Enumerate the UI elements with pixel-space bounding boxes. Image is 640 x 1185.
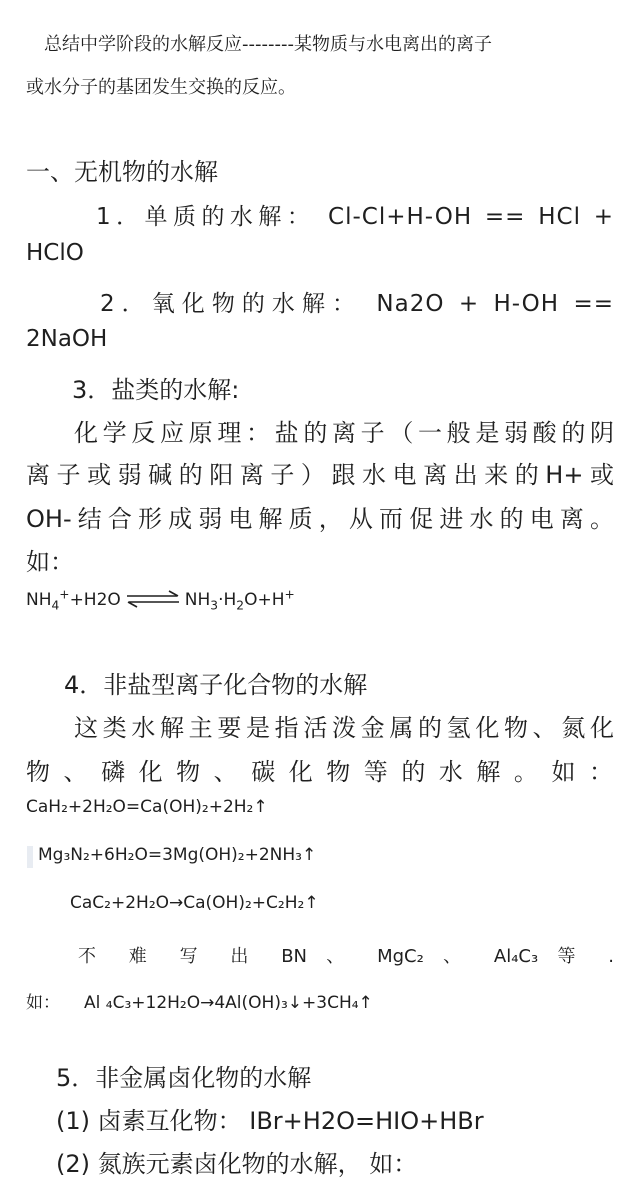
item-2-line-1: 2．氧化物的水解： Na2O + H-OH == (100, 291, 614, 317)
eq1-part: NH (184, 590, 211, 610)
item-5-title: 5．非金属卤化物的水解 (56, 1064, 312, 1092)
eq1-part: NH (26, 590, 52, 610)
item-5-sub-2: (2) 氮族元素卤化物的水解， 如： (56, 1150, 418, 1178)
intro-line-1: 总结中学阶段的水解反应--------某物质与水电离出的离子 (44, 34, 492, 55)
nan-token: MgC₂ (377, 946, 424, 967)
equation-text: Al ₄C₃+12H₂O→4Al(OH)₃↓+3CH₄↑ (84, 993, 373, 1013)
nan-token: 等 (557, 946, 590, 967)
nan-token: 不 (78, 946, 110, 967)
item-4-paragraph-line-2: 物、磷化物、碳化物等的水解。如： (26, 758, 614, 786)
nan-token: 、 (443, 946, 475, 967)
item-1-line-2: HClO (26, 240, 84, 266)
section-title: 一、无机物的水解 (26, 158, 218, 186)
item-4-paragraph-line-1: 这类水解主要是指活泼金属的氢化物、氮化 (74, 714, 614, 742)
nan-token: 难 (128, 946, 161, 967)
item-3-title: 3．盐类的水解: (72, 376, 240, 404)
equation-magnesium-nitride: Mg₃N₂+6H₂O=3Mg(OH)₂+2NH₃↑ (38, 845, 317, 865)
eq1-part: +H2O (69, 590, 121, 610)
equation-calcium-hydride: CaH₂+2H₂O=Ca(OH)₂+2H₂↑ (26, 797, 268, 817)
item-3-paragraph-line-3: OH-结合形成弱电解质，从而促进水的电离。 (26, 505, 614, 533)
item-3-example-label: 如： (26, 548, 74, 576)
not-hard-to-write-line (78, 942, 614, 968)
example-label: 如： (26, 993, 60, 1013)
eq1-sub: 3 (210, 598, 219, 613)
item-5-sub-1: (1) 卤素互化物： IBr+H2O=HIO+HBr (56, 1107, 484, 1135)
nan-token: 写 (179, 946, 212, 967)
eq1-part: O+H (244, 590, 285, 610)
nan-token: Al₄C₃ (493, 946, 539, 967)
item-2-line-2: 2NaOH (26, 326, 108, 352)
item-4-title: 4．非盐型离子化合物的水解 (64, 671, 368, 699)
nan-token: 、 (326, 946, 358, 967)
eq1-sub: 2 (236, 598, 245, 613)
item-3-paragraph-line-1: 化学反应原理：盐的离子（一般是弱酸的阴 (74, 419, 614, 447)
eq1-sup: + (59, 587, 70, 602)
eq1-part: ·H (218, 590, 237, 610)
nan-token: 出 (230, 946, 262, 967)
item-3-paragraph-line-2: 离子或弱碱的阳离子）跟水电离出来的H+或 (26, 461, 614, 489)
item-1-line-1: 1．单质的水解： Cl-Cl+H-OH == HCl + (96, 204, 614, 230)
eq1-sub: 4 (51, 598, 60, 613)
eq1-sup: + (284, 587, 295, 602)
equation-ammonium-hydrolysis (26, 587, 295, 613)
nan-token: . (608, 946, 615, 967)
equation-calcium-carbide: CaC₂+2H₂O→Ca(OH)₂+C₂H₂↑ (70, 893, 319, 913)
intro-line-2: 或水分子的基团发生交换的反应。 (26, 77, 296, 98)
equilibrium-arrow-icon (125, 590, 181, 608)
nan-token: BN (281, 946, 308, 967)
text-cursor-highlight (27, 846, 33, 868)
equation-aluminium-carbide (26, 988, 373, 1013)
